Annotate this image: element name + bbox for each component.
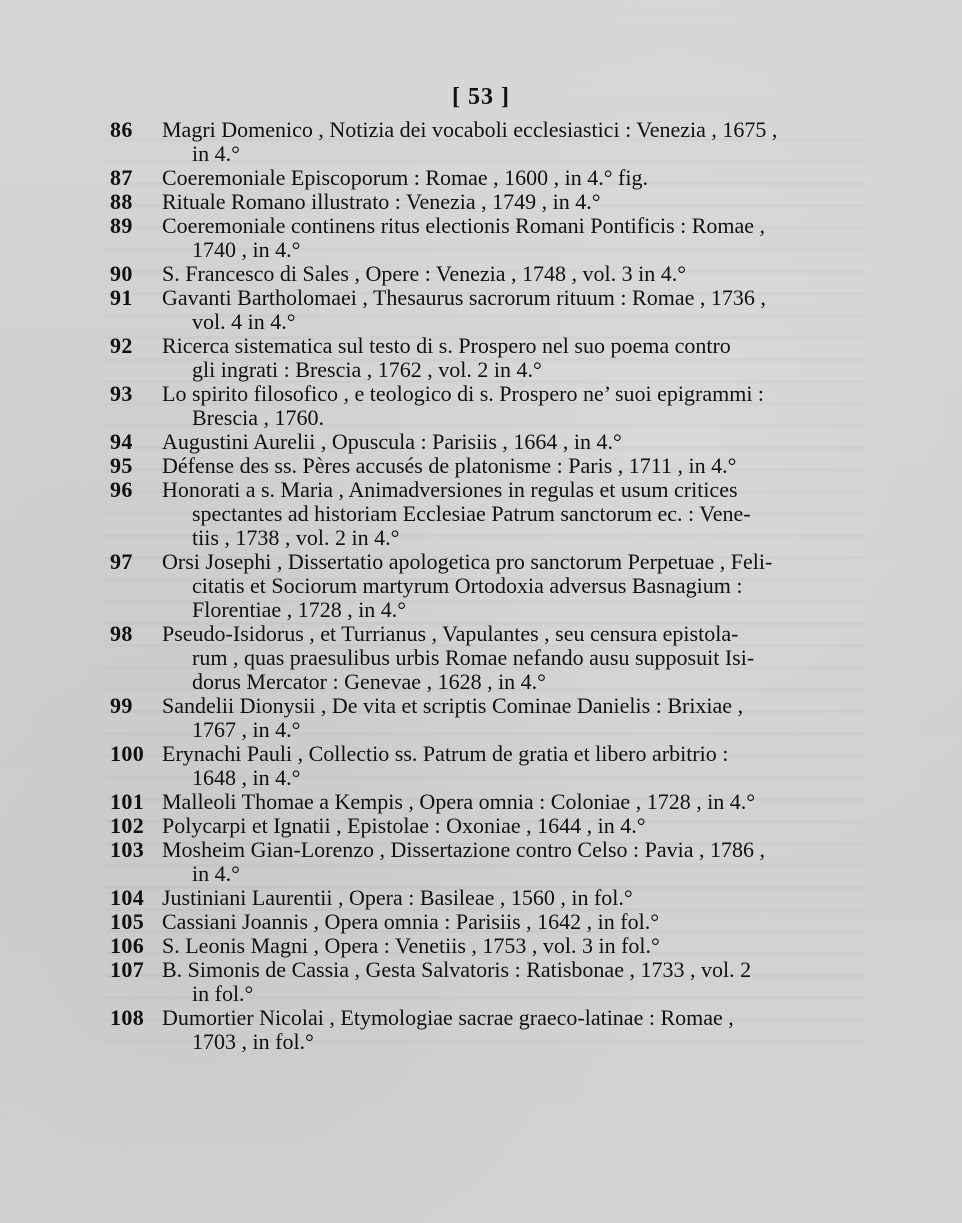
catalog-entry xyxy=(110,622,810,694)
entry-line: vol. 4 in 4.° xyxy=(192,309,296,334)
entry-line: in fol.° xyxy=(192,981,254,1006)
entry-number: 91 xyxy=(110,285,133,310)
entry-number: 87 xyxy=(110,165,133,190)
entry-line: S. Francesco di Sales , Opere : Venezia , 1748 , vol. 3 in 4.° xyxy=(162,261,687,286)
catalog-entry xyxy=(110,814,810,838)
catalog-entry xyxy=(110,550,810,622)
catalog-entry xyxy=(110,118,810,166)
catalog-entries xyxy=(110,118,810,1054)
entry-number: 92 xyxy=(110,333,133,358)
catalog-entry xyxy=(110,286,810,334)
entry-number: 95 xyxy=(110,453,133,478)
entry-number: 106 xyxy=(110,933,145,958)
catalog-entry xyxy=(110,838,810,886)
catalog-entry xyxy=(110,454,810,478)
entry-number: 98 xyxy=(110,621,133,646)
catalog-entry xyxy=(110,910,810,934)
entry-line: spectantes ad historiam Ecclesiae Patrum sanctorum ec. : Vene- xyxy=(192,501,751,526)
entry-line: Lo spirito filosofico , e teologico di s. Prospero ne’ suoi epigrammi : xyxy=(162,381,765,406)
entry-line: Polycarpi et Ignatii , Epistolae : Oxoniae , 1644 , in 4.° xyxy=(162,813,646,838)
entry-line: Erynachi Pauli , Collectio ss. Patrum de gratia et libero arbitrio : xyxy=(162,741,729,766)
catalog-entry xyxy=(110,262,810,286)
entry-line: Florentiae , 1728 , in 4.° xyxy=(192,597,407,622)
entry-line: 1740 , in 4.° xyxy=(192,237,301,262)
catalog-entry xyxy=(110,790,810,814)
entry-number: 90 xyxy=(110,261,133,286)
entry-line: Justiniani Laurentii , Opera : Basileae , 1560 , in fol.° xyxy=(162,885,633,910)
entry-number: 97 xyxy=(110,549,133,574)
entry-line: gli ingrati : Brescia , 1762 , vol. 2 in 4.° xyxy=(192,357,542,382)
entry-line: Honorati a s. Maria , Animadversiones in regulas et usum critices xyxy=(162,477,738,502)
entry-number: 88 xyxy=(110,189,133,214)
entry-line: Défense des ss. Pères accusés de platonisme : Paris , 1711 , in 4.° xyxy=(162,453,737,478)
catalog-entry xyxy=(110,934,810,958)
entry-number: 94 xyxy=(110,429,133,454)
entry-line: Cassiani Joannis , Opera omnia : Parisiis , 1642 , in fol.° xyxy=(162,909,660,934)
entry-line: Mosheim Gian-Lorenzo , Dissertazione contro Celso : Pavia , 1786 , xyxy=(162,837,766,862)
entry-number: 86 xyxy=(110,117,133,142)
entry-number: 107 xyxy=(110,957,145,982)
entry-line: dorus Mercator : Genevae , 1628 , in 4.° xyxy=(192,669,546,694)
catalog-entry xyxy=(110,958,810,1006)
page-number: [ 53 ] xyxy=(452,84,510,110)
entry-line: Malleoli Thomae a Kempis , Opera omnia : Coloniae , 1728 , in 4.° xyxy=(162,789,756,814)
catalog-entry xyxy=(110,1006,810,1054)
catalog-entry xyxy=(110,334,810,382)
entry-number: 104 xyxy=(110,885,145,910)
entry-number: 93 xyxy=(110,381,133,406)
entry-line: B. Simonis de Cassia , Gesta Salvatoris : Ratisbonae , 1733 , vol. 2 xyxy=(162,957,752,982)
entry-line: Dumortier Nicolai , Etymologiae sacrae graeco-latinae : Romae , xyxy=(162,1005,734,1030)
entry-line: rum , quas praesulibus urbis Romae nefando ausu supposuit Isi- xyxy=(192,645,755,670)
entry-line: Augustini Aurelii , Opuscula : Parisiis , 1664 , in 4.° xyxy=(162,429,622,454)
entry-line: in 4.° xyxy=(192,141,240,166)
entry-line: Orsi Josephi , Dissertatio apologetica pro sanctorum Perpetuae , Feli- xyxy=(162,549,773,574)
entry-number: 89 xyxy=(110,213,133,238)
entry-line: citatis et Sociorum martyrum Ortodoxia adversus Basnagium : xyxy=(192,573,743,598)
entry-line: Magri Domenico , Notizia dei vocaboli ecclesiastici : Venezia , 1675 , xyxy=(162,117,778,142)
entry-number: 100 xyxy=(110,741,145,766)
entry-line: tiis , 1738 , vol. 2 in 4.° xyxy=(192,525,400,550)
entry-number: 96 xyxy=(110,477,133,502)
entry-line: Ricerca sistematica sul testo di s. Prospero nel suo poema contro xyxy=(162,333,731,358)
entry-line: Rituale Romano illustrato : Venezia , 1749 , in 4.° xyxy=(162,189,601,214)
catalog-entry xyxy=(110,694,810,742)
catalog-entry xyxy=(110,190,810,214)
entry-line: S. Leonis Magni , Opera : Venetiis , 1753 , vol. 3 in fol.° xyxy=(162,933,660,958)
entry-line: Coeremoniale Episcoporum : Romae , 1600 , in 4.° fig. xyxy=(162,165,648,190)
catalog-entry xyxy=(110,382,810,430)
entry-line: 1703 , in fol.° xyxy=(192,1029,314,1054)
entry-number: 99 xyxy=(110,693,133,718)
entry-line: Sandelii Dionysii , De vita et scriptis Cominae Danielis : Brixiae , xyxy=(162,693,744,718)
entry-line: Pseudo-Isidorus , et Turrianus , Vapulantes , seu censura epistola- xyxy=(162,621,739,646)
catalog-entry xyxy=(110,166,810,190)
entry-number: 103 xyxy=(110,837,145,862)
catalog-entry xyxy=(110,742,810,790)
entry-line: Brescia , 1760. xyxy=(192,405,324,430)
entry-number: 101 xyxy=(110,789,145,814)
entry-line: in 4.° xyxy=(192,861,240,886)
catalog-entry xyxy=(110,478,810,550)
catalog-entry xyxy=(110,214,810,262)
entry-line: 1767 , in 4.° xyxy=(192,717,301,742)
catalog-entry xyxy=(110,430,810,454)
entry-line: Gavanti Bartholomaei , Thesaurus sacrorum rituum : Romae , 1736 , xyxy=(162,285,766,310)
catalog-entry xyxy=(110,886,810,910)
entry-number: 102 xyxy=(110,813,145,838)
entry-number: 105 xyxy=(110,909,145,934)
entry-number: 108 xyxy=(110,1005,145,1030)
entry-line: Coeremoniale continens ritus electionis Romani Pontificis : Romae , xyxy=(162,213,766,238)
entry-line: 1648 , in 4.° xyxy=(192,765,301,790)
